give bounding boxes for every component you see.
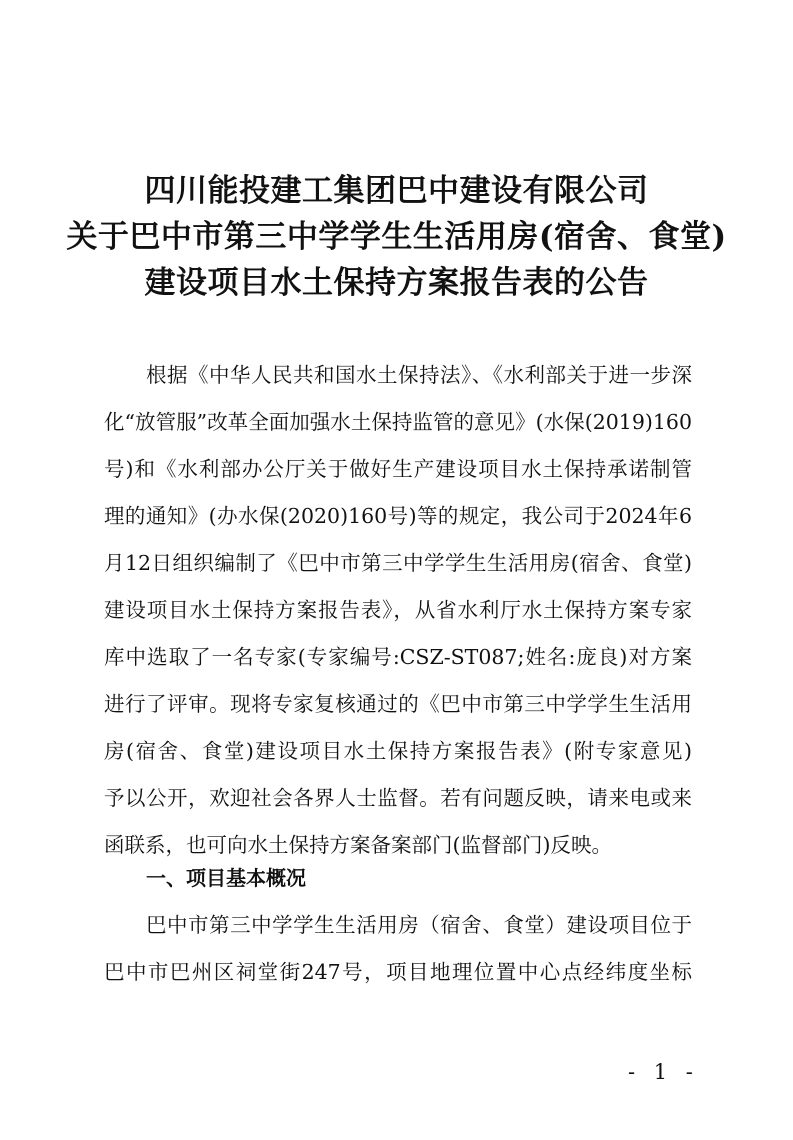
paragraph-line: 房(宿舍、食堂)建设项目水土保持方案报告表》(附专家意见) xyxy=(104,739,692,763)
paragraph-line: 理的通知》(办水保(2020)160号)等的规定，我公司于2024年6 xyxy=(104,504,692,528)
section-heading: 一、项目基本概况 xyxy=(146,866,306,890)
title-line-3: 建设项目水土保持方案报告表的公告 xyxy=(144,265,649,301)
paragraph-line: 巴中市第三中学学生生活用房（宿舍、食堂）建设项目位于 xyxy=(146,913,692,937)
title-line-2: 关于巴中市第三中学学生生活用房(宿舍、食堂) xyxy=(66,219,727,255)
paragraph-line: 函联系，也可向水土保持方案备案部门(监督部门)反映。 xyxy=(104,833,612,857)
paragraph-line: 建设项目水土保持方案报告表》，从省水利厅水土保持方案专家 xyxy=(104,598,692,622)
paragraph-line: 巴中市巴州区祠堂街247号，项目地理位置中心点经纬度坐标 xyxy=(104,960,692,984)
paragraph-line: 号)和《水利部办公厅关于做好生产建设项目水土保持承诺制管 xyxy=(104,457,692,481)
paragraph-line: 库中选取了一名专家(专家编号:CSZ-ST087;姓名:庞良)对方案 xyxy=(104,645,692,669)
paragraph-line: 予以公开，欢迎社会各界人士监督。若有问题反映，请来电或来 xyxy=(104,786,692,810)
paragraph-line: 进行了评审。现将专家复核通过的《巴中市第三中学学生生活用 xyxy=(104,692,692,716)
title-line-1: 四川能投建工集团巴中建设有限公司 xyxy=(144,173,649,209)
paragraph-line: 根据《中华人民共和国水土保持法》、《水利部关于进一步深 xyxy=(146,363,692,387)
page-number: - 1 - xyxy=(628,1060,699,1084)
announcement-title xyxy=(0,168,793,306)
paragraph-line: 化“放管服”改革全面加强水土保持监管的意见》(水保(2019)160 xyxy=(104,410,692,434)
paragraph-line: 月12日组织编制了《巴中市第三中学学生生活用房(宿舍、食堂) xyxy=(104,551,692,575)
